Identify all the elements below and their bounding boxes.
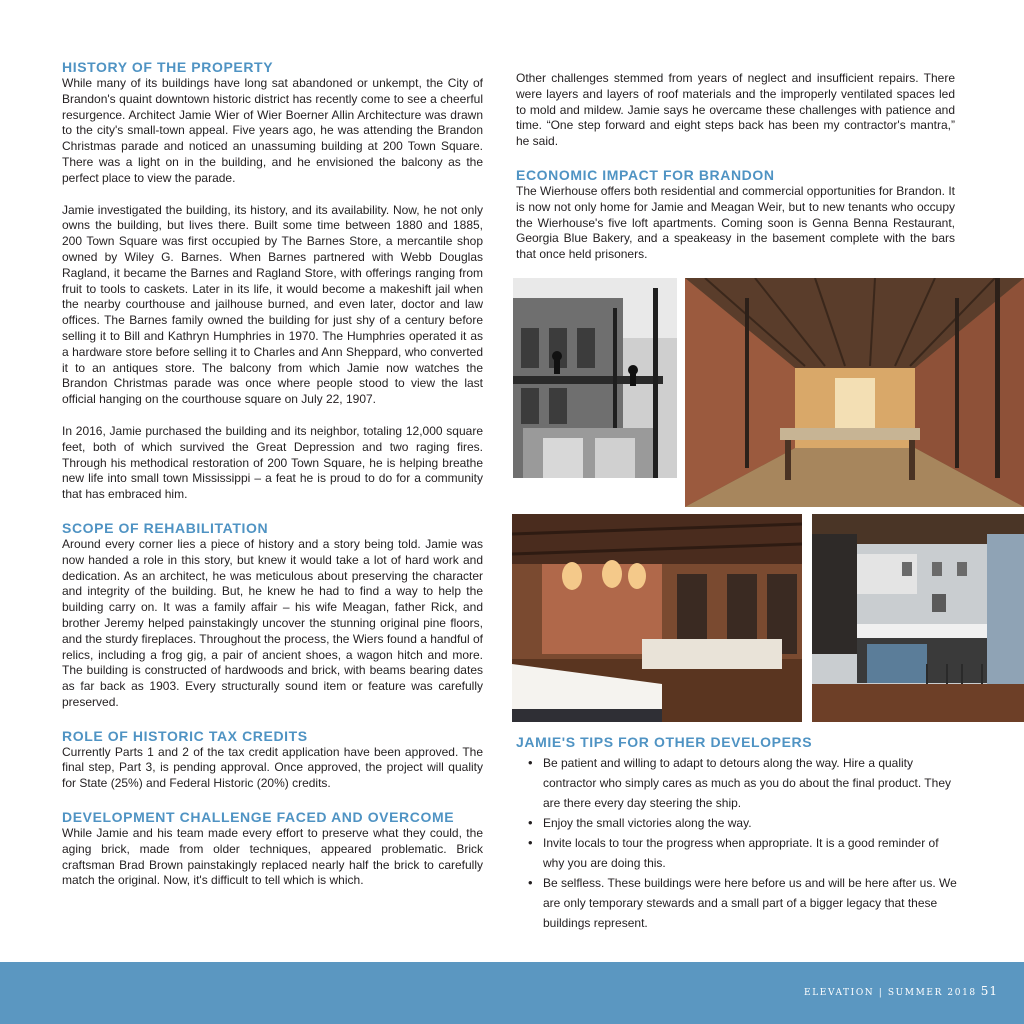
tax-credits-heading: ROLE OF HISTORIC TAX CREDITS: [62, 727, 308, 744]
tips-section: [516, 733, 961, 933]
history-paragraph-2: Jamie investigated the building, its history, and its availability. Now, he not only owns the building, but lives there. Built some time between 1880 and 1885, 200 Town Square was first occupied by The Barnes Store, a mercantile shop owned by Wiley G. Barnes. When Barnes partnered with Webb Douglas Ragland, it became the Barnes and Ragland Store, with offerings ranging from fruit to tools to caskets. Later in its life, it would become a makeshift jail when the nearby courthouse and jailhouse burned, and even later, doctor and law offices. The Barnes family owned the building for just shy of a century before selling it to Bill and Kathryn Humphries in 1970. The Humphries operated it as a hardware store before selling it to Charles and Ann Sheppard, who converted it to an antiques store. The balcony from which Jamie now watches the Brandon Christmas parade was once where people stood to view the last official hanging on the courthouse square on July 22, 1907.: [62, 202, 483, 407]
footer-text: [804, 984, 998, 998]
history-heading: HISTORY OF THE PROPERTY: [62, 59, 274, 75]
economic-impact-paragraph: The Wierhouse offers both residential and commercial opportunities for Brandon. It is now not only home for Jamie and Meagan Weir, but to new tenants who occupy the Wierhouse's five loft apartments. Coming soon is Genna Benna Restaurant, Georgia Blue Bakery, and a speakeasy in the basement complete with the bars that once held prisoners.: [516, 183, 955, 262]
challenge-paragraph-1: While Jamie and his team made every effort to preserve what they could, the aging brick, made from older techniques, appeared problematic. Brick craftsman Brad Brown painstakingly replaced nearly half the brick to carefully match the original. Now, it's difficult to tell which is which.: [62, 826, 483, 888]
photo-exterior-construction: [513, 278, 677, 478]
footer-bar: [0, 962, 1024, 1024]
scope-paragraph: Around every corner lies a piece of history and a story being told. Jamie was now handed a role in this story, but knew it would take a lot of hard work and dedication. As an architect, he was meticulous about preserving the character and integrity of the building. But, he knew he had to find a way to help the building carry on. It was a family affair – his wife Meagan, father Rick, and brother Jeremy helped painstakingly uncover the stunning original pine floors, and the sturdy fireplaces. Throughout the process, the Wiers found a handful of relics, including a frog gig, a pair of ancient shoes, a wagon hitch and more. The building is constructed of hardwoods and brick, with beams bearing dates as far back as 1903. Every structurally sound item or feature was carefully preserved.: [62, 536, 483, 709]
tip-item: • Be patient and willing to adapt to detours along the way. Hire a quality contractor who simply cares as much as you do about the final product. They are there every day steering the ship.: [528, 753, 961, 813]
challenge-paragraph-2: Other challenges stemmed from years of neglect and insufficient repairs. There were layers and layers of roof materials and the improperly ventilated spaces led to mold and mildew. Jamie says he overcame these challenges with patience and time. “One step forward and eight steps back has been my contractor's mantra,” he said.: [516, 71, 955, 149]
tax-credits-paragraph: Currently Parts 1 and 2 of the tax credit application have been approved. The final step, Part 3, is pending approval. Once approved, the project will quality for State (25%) and Federal Historic (20%) credits.: [62, 744, 483, 791]
publication-label: ELEVATION | SUMMER 2018: [804, 988, 977, 998]
tips-list: [516, 753, 961, 933]
history-paragraph-3: In 2016, Jamie purchased the building and its neighbor, totaling 12,000 square feet, both of which survived the Great Depression and two raging fires. Through his methodical restoration of 200 Town Square, he is helping breathe new life into small town Mississippi – a feat he is proud to do for a community that has embraced him.: [62, 423, 483, 502]
tip-item: • Enjoy the small victories along the way.: [528, 813, 961, 833]
left-column: [62, 58, 483, 889]
challenge-heading: DEVELOPMENT CHALLENGE FACED AND OVERCOME: [62, 809, 455, 826]
tips-heading: JAMIE'S TIPS FOR OTHER DEVELOPERS: [516, 734, 813, 750]
history-paragraph-1: While many of its buildings have long sat abandoned or unkempt, the City of Brandon's quaint downtown historic district has recently come to see a cheerful resurgence. Architect Jamie Wier of Wier Boerner Allin Architecture was drawn to the city's small-town appeal. Five years ago, he was attending the Brandon Christmas parade and noticed an unassuming building at 200 Town Square. There was a light on in the building, and he envisioned the balcony as the perfect place to view the parade.: [62, 76, 483, 185]
page-number: 51: [980, 984, 998, 998]
right-column-top: [516, 71, 955, 263]
photo-interior-renovation: [685, 278, 1024, 507]
economic-impact-heading: ECONOMIC IMPACT FOR BRANDON: [516, 166, 775, 183]
tip-item: • Be selfless. These buildings were here before us and will be here after us. We are only temporary stewards and a small part of a bigger legacy that these buildings represent.: [528, 873, 961, 933]
scope-heading: SCOPE OF REHABILITATION: [62, 519, 269, 536]
photo-kitchen: [812, 514, 1024, 722]
tip-item: • Invite locals to tour the progress when appropriate. It is a good reminder of why you are doing this.: [528, 833, 961, 873]
photo-living-room: [512, 514, 802, 722]
